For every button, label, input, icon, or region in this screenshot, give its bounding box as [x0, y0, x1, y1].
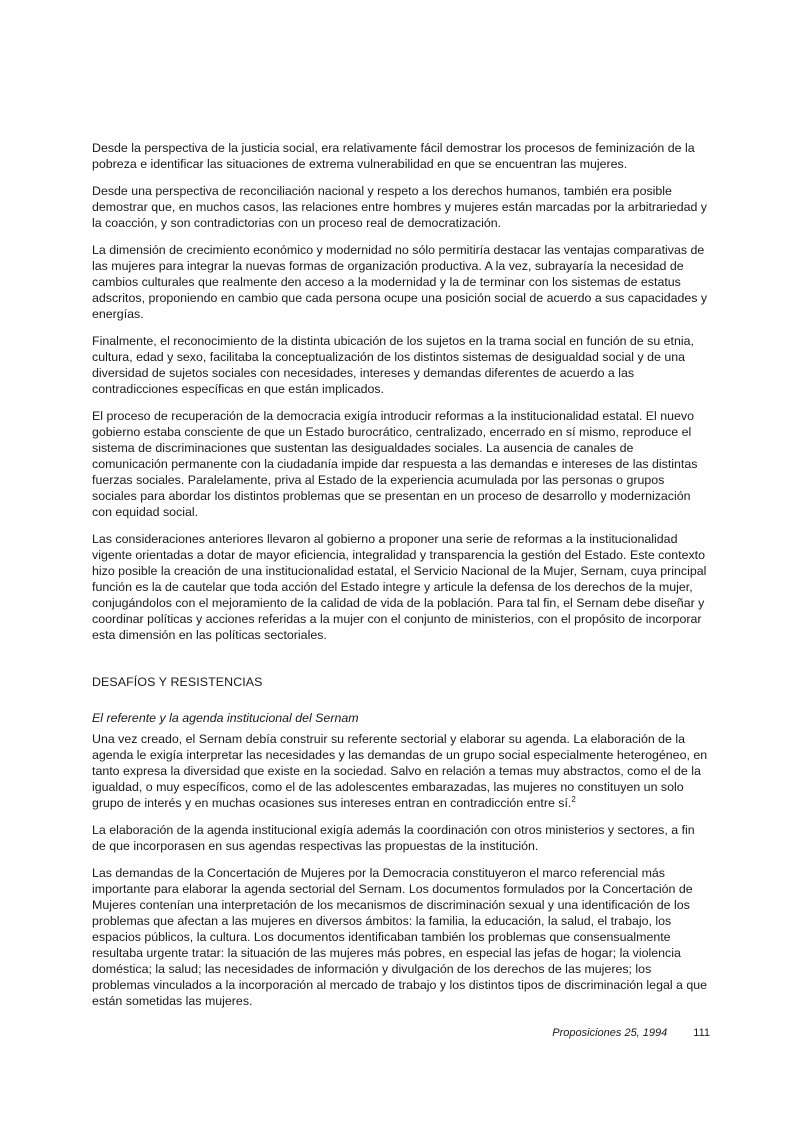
paragraph-referente [92, 731, 710, 811]
paragraph-recuperacion-democracia: El proceso de recuperación de la democracia exigía introducir reformas a la institucionalidad estatal. El nuevo gobierno estaba consciente de que un Estado burocrático, centralizado, encerrado en sí mismo, reproduce el sistema de discriminaciones que sustentan las desigualdades sociales. La ausencia de canales de comunicación permanente con la ciudadanía impide dar respuesta a las demandas e intereses de las distintas fuerzas sociales. Paralelamente, priva al Estado de la experiencia acumulada por las personas o grupos sociales para abordar los distintos problemas que se presentan en un proceso de desarrollo y modernización con equidad social. [92, 409, 698, 519]
page-number: 111 [693, 1027, 710, 1039]
section-heading: DESAFÍOS Y RESISTENCIAS [92, 675, 263, 689]
subheading: El referente y la agenda institucional del Sernam [92, 711, 359, 725]
footnote-marker: 2 [571, 794, 576, 804]
paragraph-concertacion: Las demandas de la Concertación de Mujeres por la Democracia constituyeron el marco referencial más importante para elaborar la agenda sectorial del Sernam. Los documentos formulados por la Concertación de Mujeres contenían una interpretación de los mecanismos de discriminación sexual y una identificación de los problemas que afectan a las mujeres en diversos ámbitos: la familia, la educación, la salud, el trabajo, los espacios públicos, la cultura. Los documentos identificaban también los problemas que consensualmente resultaba urgente tratar: la situación de las mujeres más pobres, en especial las jefas de hogar; la violencia doméstica; la salud; las necesidades de información y divulgación de los derechos de las mujeres; los problemas vinculados a la incorporación al mercado de trabajo y los distintos tipos de discriminación legal a que están sometidas las mujeres. [92, 866, 708, 1008]
paragraph-reconocimiento: Finalmente, el reconocimiento de la distinta ubicación de los sujetos en la trama social en función de su etnia, cultura, edad y sexo, facilitaba la conceptualización de los distintos sistemas de desigualdad social y de una diversidad de sujetos sociales con necesidades, intereses y demandas diferentes de acuerdo a las contradicciones específicas en que están implicados. [92, 334, 694, 396]
paragraph-justicia-social: Desde la perspectiva de la justicia social, era relativamente fácil demostrar los procesos de feminización de la pobreza e identificar las situaciones de extrema vulnerabilidad en que se encuentran las mujeres. [92, 141, 695, 171]
page-footer [92, 1026, 710, 1040]
paragraph-crecimiento: La dimensión de crecimiento económico y modernidad no sólo permitiría destacar las ventajas comparativas de las mujeres para integrar la nuevas formas de organización productiva. A la vez, subrayaría la necesidad de cambios culturales que realmente den acceso a la modernidad y la de terminar con los sistemas de estatus adscritos, proponiendo en cambio que cada persona ocupe una posición social de acuerdo a sus capacidades y energías. [92, 243, 708, 321]
paragraph-coordinacion: La elaboración de la agenda institucional exigía además la coordinación con otros ministerios y sectores, a fin de que incorporasen en sus agendas respectivas las propuestas de la institución. [92, 823, 695, 853]
paragraph-referente-text: Una vez creado, el Sernam debía construir su referente sectorial y elaborar su agenda. La elaboración de la agenda le exigía interpretar las necesidades y las demandas de un grupo social especialmente heterogéneo, en tanto expresa la diversidad que existe en la sociedad. Salvo en relación a temas muy abstractos, como el de la igualdad, o muy específicos, como el de las adolescentes embarazadas, las mujeres no constituyen un solo grupo de interés y en muchas ocasiones sus intereses entran en contradicción entre sí. [92, 732, 708, 810]
journal-citation: Proposiciones 25, 1994 [552, 1027, 668, 1039]
paragraph-reconciliacion: Desde una perspectiva de reconciliación nacional y respeto a los derechos humanos, también era posible demostrar que, en muchos casos, las relaciones entre hombres y mujeres están marcadas por la arbitrariedad y la coacción, y son contradictorias con un proceso real de democratización. [92, 184, 708, 230]
paragraph-consideraciones: Las consideraciones anteriores llevaron al gobierno a proponer una serie de reformas a la institucionalidad vigente orientadas a dotar de mayor eficiencia, integralidad y transparencia la gestión del Estado. Este contexto hizo posible la creación de una institucionalidad estatal, el Servicio Nacional de la Mujer, Sernam, cuya principal función es la de cautelar que toda acción del Estado integre y articule la defensa de los derechos de la mujer, conjugándolos con el mejoramiento de la calidad de vida de la población. Para tal fin, el Sernam debe diseñar y coordinar políticas y acciones referidas a la mujer con el conjunto de ministerios, con el propósito de incorporar esta dimensión en las políticas sectoriales. [92, 532, 707, 642]
page-body [92, 140, 710, 1020]
